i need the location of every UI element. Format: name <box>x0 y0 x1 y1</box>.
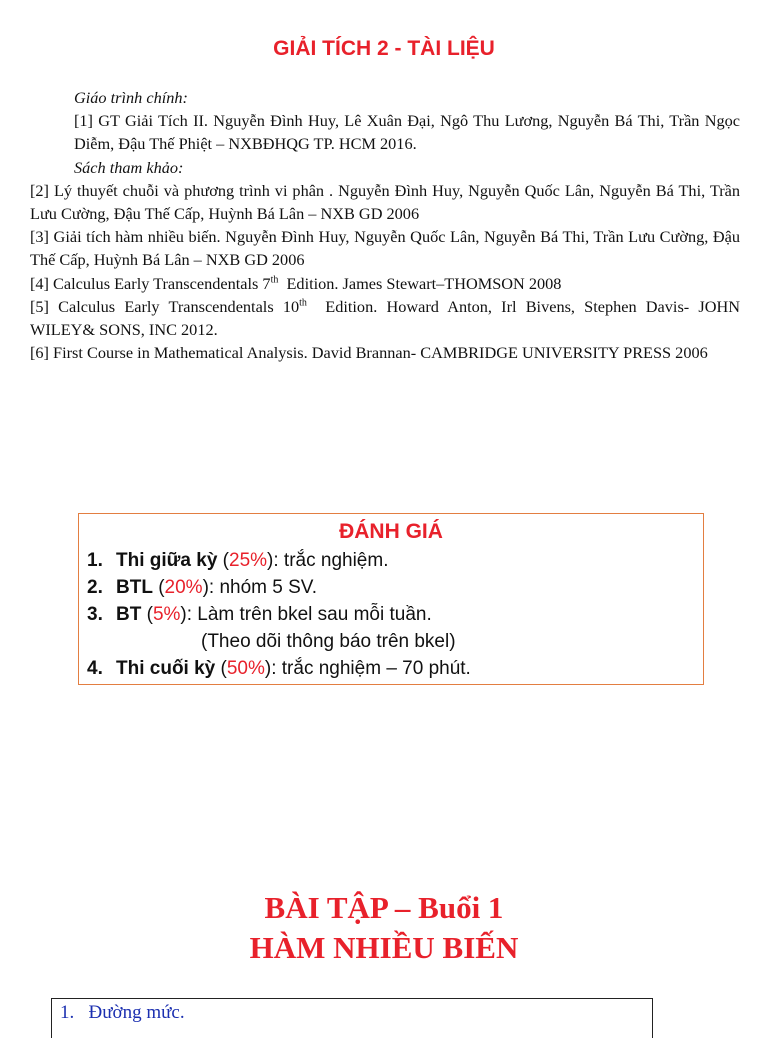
evaluation-item-number: 1. <box>87 550 103 571</box>
reference-item-5-text: [5] Calculus Early Transcendentals 10 <box>30 296 300 316</box>
reference-books-heading: Sách tham khảo: <box>74 157 184 177</box>
evaluation-item-desc: ): Làm trên bkel sau mỗi tuần. <box>180 604 432 625</box>
evaluation-item-percent: 5% <box>152 604 181 625</box>
evaluation-note: (Theo dõi thông báo trên bkel) <box>201 631 456 652</box>
reference-item-3: [3] Giải tích hàm nhiều biến. Nguyễn Đình Huy, Nguyễn Quốc Lân, Nguyễn Bá Thi, Trần Lưu Cường, Đậu Thế Cấp, Huỳnh Bá Lân – NXB GD 2006 <box>30 227 740 270</box>
evaluation-item-percent: 50% <box>226 658 265 679</box>
reference-item-4 <box>30 272 740 295</box>
evaluation-item-number: 4. <box>87 658 103 679</box>
reference-item-1: [1] GT Giải Tích II. Nguyễn Đình Huy, Lê Xuân Đại, Ngô Thu Lương, Nguyễn Bá Thi, Trần Ngọc Diễm, Đậu Thế Phiệt – NXBĐHQG TP. HCM 2016. <box>74 111 740 154</box>
reference-item-5-rest: Edition. Howard Anton, Irl Bivens, Stephen Davis- JOHN WILEY& SONS, INC 2012. <box>30 296 744 340</box>
evaluation-box <box>78 513 704 685</box>
page-title: GIẢI TÍCH 2 - TÀI LIỆU <box>273 37 495 60</box>
exercise-title <box>0 888 768 968</box>
evaluation-item-name: Thi cuối kỳ <box>116 658 216 679</box>
evaluation-item <box>87 574 703 601</box>
evaluation-item-name: BT <box>116 604 142 625</box>
main-textbook-heading: Giáo trình chính: <box>74 88 188 107</box>
evaluation-item-percent: 25% <box>229 550 268 571</box>
evaluation-item-open: ( <box>217 550 230 571</box>
reference-item-6: [6] First Course in Mathematical Analysis. David Brannan- CAMBRIDGE UNIVERSITY PRESS 2006 <box>30 343 708 363</box>
evaluation-item-name: BTL <box>116 577 153 598</box>
reference-item-2: [2] Lý thuyết chuỗi và phương trình vi phân . Nguyễn Đình Huy, Nguyễn Quốc Lân, Nguyễn Bá Thi, Trần Lưu Cường, Đậu Thế Cấp, Huỳnh Bá Lân – NXB GD 2006 <box>30 180 740 224</box>
reference-item-4-text: [4] Calculus Early Transcendentals 7 <box>30 273 271 293</box>
exercise-title-line-1: BÀI TẬP – Buổi 1 <box>264 890 504 925</box>
references-section <box>30 86 744 364</box>
evaluation-item-desc: ): nhóm 5 SV. <box>202 577 317 598</box>
reference-item-4-sup: th <box>270 274 279 286</box>
exercise-title-line-2: HÀM NHIỀU BIẾN <box>249 930 519 965</box>
evaluation-item-number: 3. <box>87 604 103 625</box>
exercise-box <box>51 998 653 1038</box>
exercise-item-1: 1. Đường mức. <box>60 1002 185 1023</box>
evaluation-item-open: ( <box>141 604 153 625</box>
reference-item-5 <box>30 295 744 341</box>
evaluation-item-percent: 20% <box>164 577 203 598</box>
evaluation-title: ĐÁNH GIÁ <box>339 520 443 543</box>
evaluation-item-number: 2. <box>87 577 103 598</box>
evaluation-item <box>87 655 703 682</box>
evaluation-item-name: Thi giữa kỳ <box>116 550 218 571</box>
reference-item-5-sup: th <box>299 297 307 309</box>
evaluation-item-desc: ): trắc nghiệm. <box>267 550 389 571</box>
reference-item-4-rest: Edition. James Stewart–THOMSON 2008 <box>278 273 562 293</box>
evaluation-item-open: ( <box>152 577 165 598</box>
evaluation-item <box>87 547 703 574</box>
evaluation-item <box>87 601 703 628</box>
evaluation-item-open: ( <box>215 658 227 679</box>
evaluation-item-desc: ): trắc nghiệm – 70 phút. <box>264 658 471 679</box>
